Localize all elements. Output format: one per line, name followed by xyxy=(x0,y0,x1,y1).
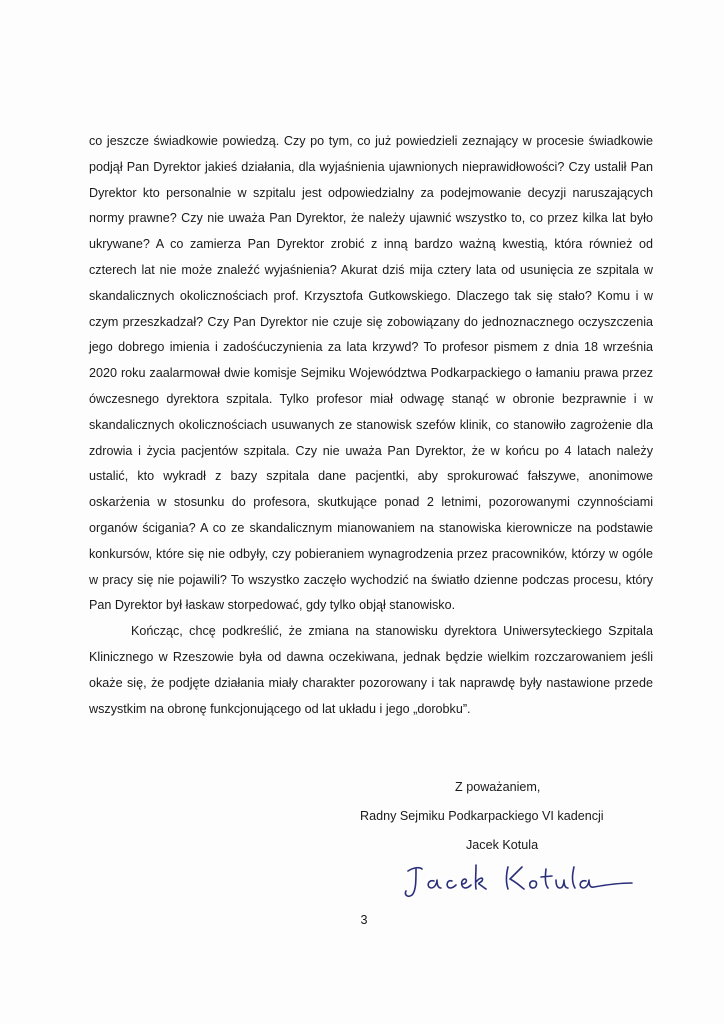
paragraph-continuation: co jeszcze świadkowie powiedzą. Czy po tym, co już powiedzieli zeznający w procesie świadkowie podjął Pan Dyrektor jakieś działania, dla wyjaśnienia ujawnionych nieprawidłowości? Czy ustalił Pan Dyrektor kto personalnie w szpitalu jest odpowiedzialny za podejmowanie decyzji naruszających normy prawne? Czy nie uważa Pan Dyrektor, że należy ujawnić wszystko to, co przez kilka lat było ukrywane? A co zamierza Pan Dyrektor zrobić z inną bardzo ważną kwestią, która również od czterech lat nie może znaleźć wyjaśnienia? Akurat dziś mija cztery lata od usunięcia ze szpitala w skandalicznych okolicznościach prof. Krzysztofa Gutkowskiego. Dlaczego tak się stało? Komu i w czym przeszkadzał? Czy Pan Dyrektor nie czuje się zobowiązany do jednoznacznego oczyszczenia jego dobrego imienia i zadośćuczynienia za lata krzywd? To profesor pismem z dnia 18 września 2020 roku zaalarmował dwie komisje Sejmiku Województwa Podkarpackiego o łamaniu prawa przez ówczesnego dyrektora szpitala. Tylko profesor miał odwagę stanąć w obronie bezprawnie i w skandalicznych okolicznościach usuwanych ze stanowisk szefów klinik, co stanowiło zagrożenie dla zdrowia i życia pacjentów szpitala. Czy nie uważa Pan Dyrektor, że w końcu po 4 latach należy ustalić, kto wykradł z bazy szpitala dane pacjentki, aby sprokurować fałszywe, anonimowe oskarżenia w stosunku do profesora, skutkujące ponad 2 letnimi, pozorowanymi czynnościami organów ścigania? A co ze skandalicznym mianowaniem na stanowiska kierownicze na podstawie konkursów, które się nie odbyły, czy pobieraniem wynagrodzenia przez pracowników, którzy w ogóle w pracy się nie pojawili? To wszystko zaczęło wychodzić na światło dzienne podczas procesu, który Pan Dyrektor był łaskaw storpedować, gdy tylko objął stanowisko. xyxy=(89,134,653,613)
page-number: 3 xyxy=(360,913,368,927)
body-text xyxy=(89,129,653,722)
handwritten-signature xyxy=(400,855,640,903)
salutation: Z poważaniem, xyxy=(455,780,541,794)
signer-role: Radny Sejmiku Podkarpackiego VI kadencji xyxy=(360,809,604,823)
paragraph-closing-remarks: Kończąc, chcę podkreślić, że zmiana na stanowisku dyrektora Uniwersyteckiego Szpitala Klinicznego w Rzeszowie była od dawna oczekiwana, jednak będzie wielkim rozczarowaniem jeśli okaże się, że podjęte działania miały charakter pozorowany i tak naprawdę były nastawione przede wszystkim na obronę funkcjonującego od lat układu i jego „dorobku”. xyxy=(89,624,653,716)
signer-name: Jacek Kotula xyxy=(466,838,539,852)
